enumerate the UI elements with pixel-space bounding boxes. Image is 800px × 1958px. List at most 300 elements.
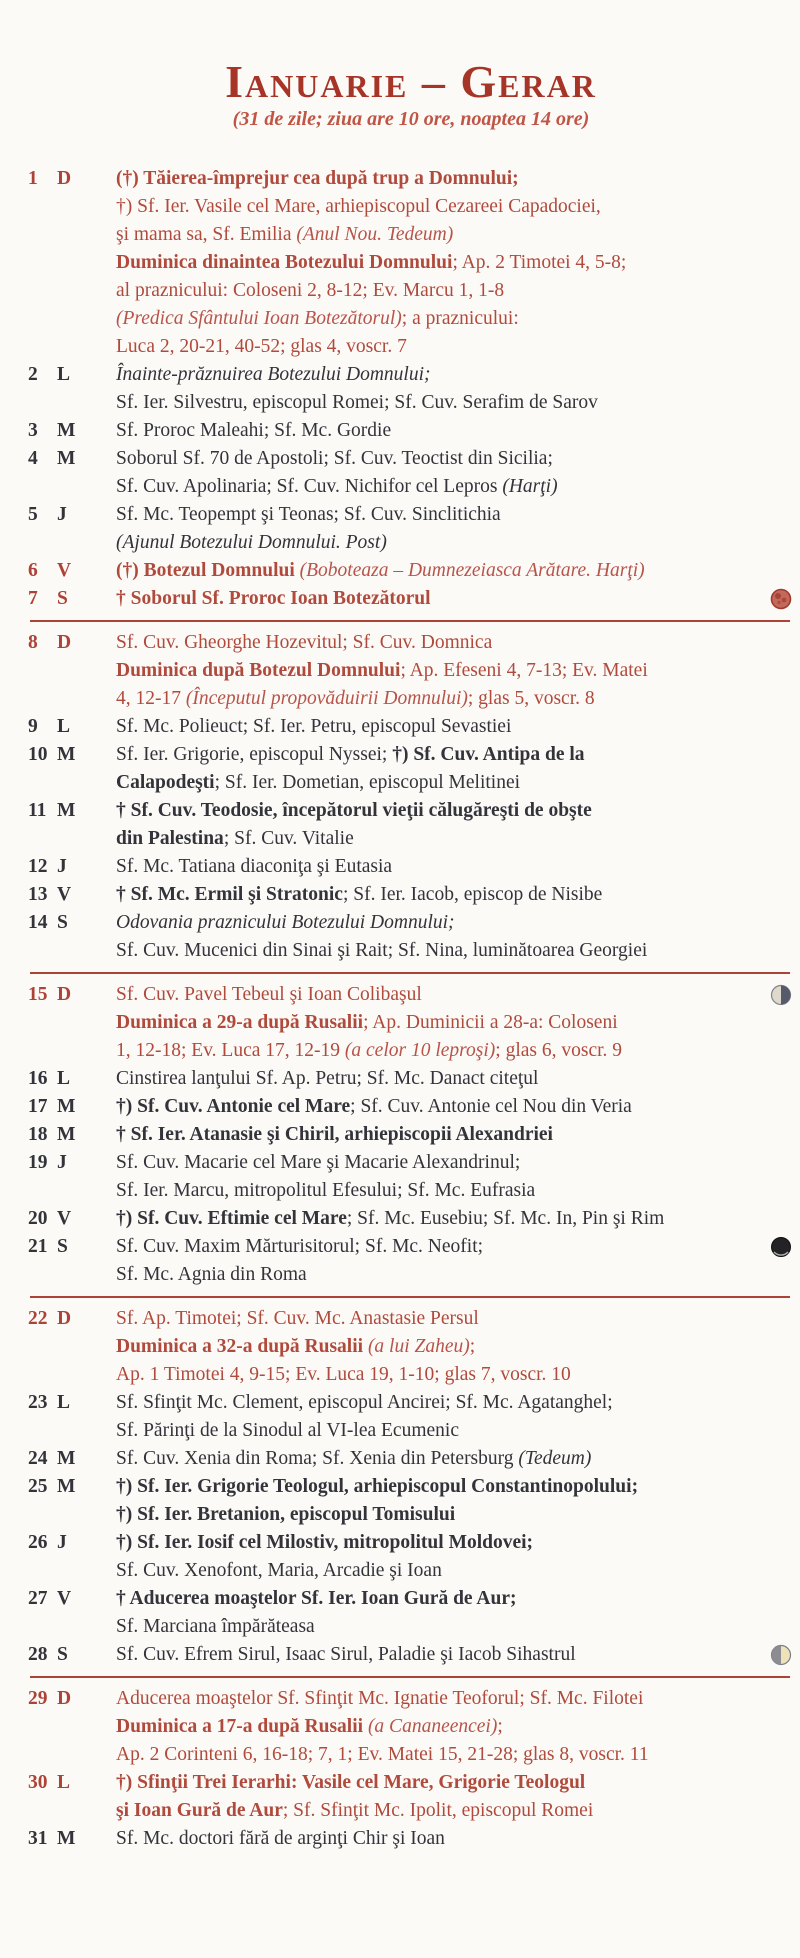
day-label [28, 165, 116, 193]
entry-text [116, 1205, 794, 1233]
entry-text [116, 557, 794, 585]
text-segment: Sf. Marciana împărăteasa [116, 1616, 315, 1638]
calendar-entry [28, 909, 794, 965]
entry-line [116, 557, 794, 585]
day-of-week-letter: J [57, 856, 67, 878]
day-label [28, 1473, 116, 1501]
day-of-week-letter: L [57, 716, 71, 738]
entry-text [116, 1305, 794, 1389]
day-label [28, 445, 116, 473]
entry-line [116, 1261, 794, 1289]
first-quarter-moon-icon [770, 1644, 792, 1666]
day-number: 14 [28, 912, 48, 934]
entry-line [116, 445, 794, 473]
day-of-week-letter: D [57, 1688, 72, 1710]
text-segment: Duminica a 32-a după Rusalii [116, 1336, 368, 1358]
text-segment: ; Sf. Cuv. Antonie cel Nou din Veria [350, 1096, 632, 1118]
entry-text [116, 1585, 794, 1641]
day-number: 28 [28, 1644, 48, 1666]
day-number: 11 [28, 800, 47, 822]
month-subtitle: (31 de zile; ziua are 10 ore, noaptea 14 ore) [232, 108, 590, 131]
entry-line [116, 1797, 794, 1825]
text-segment: Sf. Sfinţit Mc. Clement, episcopul Ancirei; Sf. Mc. Agatanghel; [116, 1392, 613, 1414]
text-segment: Duminica a 29-a după Rusalii [116, 1012, 364, 1034]
day-number: 12 [28, 856, 48, 878]
text-segment: Duminica dinaintea Botezului Domnului [116, 252, 453, 274]
entry-text [116, 1769, 794, 1825]
calendar-entry [28, 585, 794, 613]
text-segment: Sf. Cuv. Xenia din Roma; Sf. Xenia din Petersburg [116, 1448, 519, 1470]
day-of-week-letter: D [57, 168, 72, 190]
entry-line [116, 1333, 794, 1361]
calendar-entry [28, 1233, 794, 1289]
entry-line [116, 1009, 794, 1037]
text-segment: şi mama sa, Sf. Emilia [116, 224, 297, 246]
entry-text [116, 1529, 794, 1585]
day-label [28, 629, 116, 657]
day-number: 24 [28, 1448, 48, 1470]
day-of-week-letter: J [57, 1532, 67, 1554]
entry-line [116, 1529, 794, 1557]
day-label [28, 557, 116, 585]
day-of-week-letter: V [57, 1208, 72, 1230]
week-divider [30, 1676, 790, 1678]
calendar-entry [28, 1641, 794, 1669]
text-segment: (Harţi) [502, 476, 558, 498]
text-segment: Luca 2, 20-21, 40-52; glas 4, voscr. 7 [116, 336, 407, 358]
entry-line [116, 1389, 794, 1417]
entry-text [116, 1121, 794, 1149]
day-label [28, 1065, 116, 1093]
day-label [28, 1685, 116, 1713]
day-number: 25 [28, 1476, 48, 1498]
entry-line [116, 981, 794, 1009]
day-of-week-letter: V [57, 1588, 72, 1610]
text-segment: (Începutul propovăduirii Domnului) [185, 688, 468, 710]
text-segment: ; Ap. Duminicii a 28-a: Coloseni [363, 1012, 618, 1034]
text-segment: Sf. Cuv. Apolinaria; Sf. Cuv. Nichifor cel Lepros [116, 476, 503, 498]
text-segment: ; Ap. Efeseni 4, 7-13; Ev. Matei [400, 660, 648, 682]
day-label [28, 1529, 116, 1557]
day-label [28, 1585, 116, 1613]
new-moon-moon-icon [770, 1236, 792, 1258]
entry-text [116, 1065, 794, 1093]
text-segment: Sf. Cuv. Efrem Sirul, Isaac Sirul, Paladie şi Iacob Sihastrul [116, 1644, 576, 1666]
week-divider [30, 972, 790, 974]
text-segment: (a lui Zaheu) [367, 1336, 470, 1358]
text-segment: Cinstirea lanţului Sf. Ap. Petru; Sf. Mc. Danact citeţul [116, 1068, 539, 1090]
day-label [28, 585, 116, 613]
entry-line [116, 881, 794, 909]
text-segment: (Predica Sfântului Ioan Botezătorul) [116, 308, 402, 330]
text-segment: †) Sf. Cuv. Antipa de la [392, 744, 585, 766]
calendar-entry [28, 981, 794, 1065]
text-segment: Ap. 2 Corinteni 6, 16-18; 7, 1; Ev. Matei 15, 21-28; glas 8, voscr. 11 [116, 1744, 649, 1766]
text-segment: †) Sf. Ier. Bretanion, episcopul Tomisului [116, 1504, 456, 1526]
calendar-entry [28, 1065, 794, 1093]
entry-text [116, 797, 794, 853]
entry-text [116, 1233, 794, 1289]
entry-text [116, 1149, 794, 1205]
entry-text [116, 445, 794, 501]
day-number: 20 [28, 1208, 48, 1230]
text-segment: (Anul Nou. Tedeum) [296, 224, 454, 246]
day-label [28, 1389, 116, 1417]
entry-line [116, 1305, 794, 1333]
entry-line [116, 1121, 794, 1149]
day-label [28, 981, 116, 1009]
entry-line [116, 657, 794, 685]
entry-text [116, 1685, 794, 1769]
calendar-entry [28, 501, 794, 557]
calendar-entry [28, 1769, 794, 1825]
entry-line [116, 249, 794, 277]
entry-line [116, 797, 794, 825]
day-label [28, 741, 116, 769]
day-of-week-letter: V [57, 884, 72, 906]
day-number: 10 [28, 744, 48, 766]
entry-line [116, 193, 794, 221]
text-segment: Sf. Cuv. Macarie cel Mare şi Macarie Alexandrinul; [116, 1152, 521, 1174]
text-segment: (†) Botezul Domnului [116, 560, 300, 582]
day-of-week-letter: S [57, 912, 68, 934]
day-number: 7 [28, 588, 38, 610]
text-segment: † Aducerea moaştelor Sf. Ier. Ioan Gură de Aur; [116, 1588, 517, 1610]
day-label [28, 1149, 116, 1177]
entry-line [116, 1445, 794, 1473]
day-of-week-letter: S [57, 588, 68, 610]
text-segment: Sf. Mc. doctori fără de arginţi Chir şi Ioan [116, 1828, 445, 1850]
calendar-entry [28, 853, 794, 881]
day-number: 30 [28, 1772, 48, 1794]
entry-line [116, 1361, 794, 1389]
entry-line [116, 417, 794, 445]
text-segment: Duminica a 17-a după Rusalii [116, 1716, 368, 1738]
day-of-week-letter: S [57, 1236, 68, 1258]
calendar-entry [28, 1389, 794, 1445]
calendar-entry [28, 1473, 794, 1529]
text-segment: 1, 12-18; Ev. Luca 17, 12-19 [116, 1040, 345, 1062]
calendar-entry [28, 557, 794, 585]
day-of-week-letter: M [57, 1828, 76, 1850]
day-number: 22 [28, 1308, 48, 1330]
day-label [28, 361, 116, 389]
calendar-entry [28, 1685, 794, 1769]
text-segment: Sf. Mc. Agnia din Roma [116, 1264, 307, 1286]
day-number: 21 [28, 1236, 48, 1258]
text-segment: † Soborul Sf. Proroc Ioan Botezătorul [116, 588, 431, 610]
text-segment: ; Sf. Ier. Iacob, episcop de Nisibe [342, 884, 603, 906]
calendar-entry [28, 1585, 794, 1641]
entry-text [116, 1445, 794, 1473]
day-label [28, 1769, 116, 1797]
text-segment: ; glas 6, voscr. 9 [495, 1040, 623, 1062]
day-of-week-letter: D [57, 1308, 72, 1330]
day-of-week-letter: M [57, 1124, 76, 1146]
calendar-entry [28, 1305, 794, 1389]
entry-text [116, 629, 794, 713]
calendar-entry [28, 361, 794, 417]
entry-line [116, 1501, 794, 1529]
text-segment: (a celor 10 leproşi) [344, 1040, 496, 1062]
entry-line [116, 909, 794, 937]
text-segment: din Palestina [116, 828, 224, 850]
entry-line [116, 1557, 794, 1585]
day-number: 6 [28, 560, 38, 582]
day-of-week-letter: M [57, 800, 76, 822]
entry-line [116, 741, 794, 769]
entry-line [116, 1769, 794, 1797]
calendar-entry [28, 1121, 794, 1149]
entry-text [116, 417, 794, 445]
day-number: 1 [28, 168, 38, 190]
text-segment: (Boboteaza – Dumnezeiasca Arătare. Harţi) [299, 560, 645, 582]
text-segment: † Sf. Ier. Atanasie şi Chiril, arhiepiscopii Alexandriei [116, 1124, 553, 1146]
day-of-week-letter: L [57, 1068, 71, 1090]
day-label [28, 1233, 116, 1261]
entry-text [116, 165, 794, 361]
text-segment: ; [497, 1716, 503, 1738]
entry-text [116, 1473, 794, 1529]
day-of-week-letter: M [57, 420, 76, 442]
text-segment: Ap. 1 Timotei 4, 9-15; Ev. Luca 19, 1-10; glas 7, voscr. 10 [116, 1364, 571, 1386]
entry-line [116, 769, 794, 797]
text-segment: Sf. Cuv. Xenofont, Maria, Arcadie şi Ioan [116, 1560, 442, 1582]
entry-text [116, 909, 794, 965]
entry-line [116, 1065, 794, 1093]
day-number: 3 [28, 420, 38, 442]
entry-line [116, 165, 794, 193]
day-label [28, 909, 116, 937]
calendar-entry [28, 881, 794, 909]
text-segment: Duminica după Botezul Domnului [116, 660, 401, 682]
entry-text [116, 713, 794, 741]
full-moon-moon-icon [770, 588, 792, 610]
day-label [28, 1641, 116, 1669]
text-segment: † Sf. Mc. Ermil şi Stratonic [116, 884, 343, 906]
text-segment: ; Sf. Ier. Dometian, episcopul Melitinei [214, 772, 521, 794]
day-number: 18 [28, 1124, 48, 1146]
text-segment: †) Sf. Ier. Vasile cel Mare, arhiepiscopul Cezareei Capadociei, [116, 196, 601, 218]
entry-text [116, 881, 794, 909]
text-segment: (Tedeum) [518, 1448, 592, 1470]
day-label [28, 853, 116, 881]
entry-line [116, 333, 794, 361]
entry-text [116, 361, 794, 417]
day-of-week-letter: J [57, 504, 67, 526]
day-number: 16 [28, 1068, 48, 1090]
text-segment: ; Sf. Cuv. Vitalie [223, 828, 354, 850]
text-segment: †) Sf. Cuv. Antonie cel Mare [116, 1096, 351, 1118]
week-divider [30, 1296, 790, 1298]
entry-line [116, 277, 794, 305]
entry-line [116, 1417, 794, 1445]
entry-line [116, 389, 794, 417]
entry-line [116, 1613, 794, 1641]
last-quarter-moon-icon [770, 984, 792, 1006]
entry-line [116, 473, 794, 501]
text-segment: ; a praznicului: [401, 308, 519, 330]
text-segment: şi Ioan Gură de Aur [116, 1800, 283, 1822]
text-segment: Sf. Ier. Marcu, mitropolitul Efesului; Sf. Mc. Eufrasia [116, 1180, 536, 1202]
calendar-entry [28, 1445, 794, 1473]
calendar-entry [28, 741, 794, 797]
calendar-entry [28, 417, 794, 445]
entry-line [116, 1473, 794, 1501]
text-segment: Sf. Ier. Silvestru, episcopul Romei; Sf. Cuv. Serafim de Sarov [116, 392, 598, 414]
calendar-entry [28, 1825, 794, 1853]
entry-line [116, 685, 794, 713]
day-label [28, 1305, 116, 1333]
day-number: 23 [28, 1392, 48, 1414]
text-segment: (a Cananeencei) [367, 1716, 498, 1738]
day-of-week-letter: M [57, 1096, 76, 1118]
text-segment: Calapodeşti [116, 772, 215, 794]
entry-line [116, 1825, 794, 1853]
entry-line [116, 1741, 794, 1769]
day-label [28, 417, 116, 445]
entry-line [116, 221, 794, 249]
day-number: 9 [28, 716, 38, 738]
text-segment: Sf. Ap. Timotei; Sf. Cuv. Mc. Anastasie Persul [116, 1308, 479, 1330]
day-of-week-letter: M [57, 448, 76, 470]
text-segment: ; [469, 1336, 476, 1358]
day-number: 8 [28, 632, 38, 654]
entry-line [116, 1177, 794, 1205]
entry-text [116, 1093, 794, 1121]
entry-line [116, 713, 794, 741]
day-label [28, 713, 116, 741]
day-number: 29 [28, 1688, 48, 1710]
text-segment: Odovania praznicului Botezului Domnului; [116, 912, 455, 934]
day-number: 19 [28, 1152, 48, 1174]
day-number: 4 [28, 448, 38, 470]
calendar-entry [28, 1149, 794, 1205]
entry-line [116, 361, 794, 389]
calendar-entry [28, 629, 794, 713]
day-number: 31 [28, 1828, 48, 1850]
entry-line [116, 629, 794, 657]
day-label [28, 1093, 116, 1121]
entry-line [116, 1149, 794, 1177]
calendar-entry [28, 797, 794, 853]
text-segment: †) Sf. Ier. Grigorie Teologul, arhiepiscopul Constantinopolului; [116, 1476, 639, 1498]
day-of-week-letter: M [57, 744, 76, 766]
day-label [28, 797, 116, 825]
text-segment: † Sf. Cuv. Teodosie, începătorul vieţii călugăreşti de obşte [116, 800, 592, 822]
day-label [28, 1825, 116, 1853]
entry-line [116, 529, 794, 557]
entry-line [116, 305, 794, 333]
text-segment: Sf. Cuv. Gheorghe Hozevitul; Sf. Cuv. Domnica [116, 632, 493, 654]
text-segment: Sf. Părinţi de la Sinodul al VI-lea Ecumenic [116, 1420, 459, 1442]
day-of-week-letter: M [57, 1476, 76, 1498]
page-header [28, 58, 794, 131]
day-number: 5 [28, 504, 38, 526]
day-label [28, 501, 116, 529]
day-of-week-letter: D [57, 984, 72, 1006]
text-segment: Sf. Mc. Tatiana diaconiţa şi Eutasia [116, 856, 393, 878]
text-segment: †) Sfinţii Trei Ierarhi: Vasile cel Mare, Grigorie Teologul [116, 1772, 586, 1794]
text-segment: al praznicului: Coloseni 2, 8-12; Ev. Marcu 1, 1-8 [116, 280, 505, 302]
day-label [28, 1445, 116, 1473]
entry-text [116, 1641, 794, 1669]
day-of-week-letter: J [57, 1152, 67, 1174]
entry-text [116, 741, 794, 797]
entry-text [116, 1389, 794, 1445]
entry-line [116, 1641, 794, 1669]
day-of-week-letter: S [57, 1644, 68, 1666]
text-segment: (Ajunul Botezului Domnului. Post) [116, 532, 387, 554]
day-number: 15 [28, 984, 48, 1006]
text-segment: Sf. Proroc Maleahi; Sf. Mc. Gordie [116, 420, 392, 442]
entry-text [116, 981, 794, 1065]
day-label [28, 881, 116, 909]
calendar-entry [28, 1205, 794, 1233]
entry-line [116, 853, 794, 881]
week-divider [30, 620, 790, 622]
entry-line [116, 1093, 794, 1121]
entry-line [116, 1205, 794, 1233]
entry-text [116, 1825, 794, 1853]
entry-text [116, 853, 794, 881]
text-segment: Sf. Mc. Polieuct; Sf. Ier. Petru, episcopul Sevastiei [116, 716, 512, 738]
month-title: Ianuarie – Gerar [225, 56, 597, 107]
text-segment: (†) Tăierea-împrejur cea după trup a Domnului; [116, 168, 519, 190]
entry-line [116, 501, 794, 529]
calendar-entry [28, 445, 794, 501]
calendar-entry [28, 713, 794, 741]
calendar-entries [28, 165, 794, 1853]
day-number: 13 [28, 884, 48, 906]
text-segment: Sf. Ier. Grigorie, episcopul Nyssei; [116, 744, 393, 766]
text-segment: Aducerea moaştelor Sf. Sfinţit Mc. Ignatie Teoforul; Sf. Mc. Filotei [116, 1688, 644, 1710]
day-label [28, 1205, 116, 1233]
text-segment: ; glas 5, voscr. 8 [467, 688, 595, 710]
text-segment: Înainte-prăznuirea Botezului Domnului; [116, 364, 431, 386]
entry-text [116, 501, 794, 557]
entry-line [116, 1585, 794, 1613]
day-number: 27 [28, 1588, 48, 1610]
day-of-week-letter: D [57, 632, 72, 654]
day-number: 17 [28, 1096, 48, 1118]
entry-line [116, 1233, 794, 1261]
text-segment: ; Ap. 2 Timotei 4, 5-8; [452, 252, 627, 274]
text-segment: Sf. Cuv. Mucenici din Sinai şi Rait; Sf. Nina, luminătoarea Georgiei [116, 940, 648, 962]
entry-line [116, 1685, 794, 1713]
day-label [28, 1121, 116, 1149]
calendar-entry [28, 165, 794, 361]
text-segment: Sf. Cuv. Maxim Mărturisitorul; Sf. Mc. Neofit; [116, 1236, 484, 1258]
text-segment: 4, 12-17 [116, 688, 186, 710]
day-number: 26 [28, 1532, 48, 1554]
text-segment: Sf. Cuv. Pavel Tebeul şi Ioan Colibaşul [116, 984, 422, 1006]
day-of-week-letter: V [57, 560, 72, 582]
entry-text [116, 585, 794, 613]
entry-line [116, 825, 794, 853]
day-of-week-letter: L [57, 364, 71, 386]
calendar-entry [28, 1529, 794, 1585]
day-of-week-letter: M [57, 1448, 76, 1470]
day-of-week-letter: L [57, 1392, 71, 1414]
text-segment: Sf. Mc. Teopempt şi Teonas; Sf. Cuv. Sinclitichia [116, 504, 501, 526]
text-segment: Soborul Sf. 70 de Apostoli; Sf. Cuv. Teoctist din Sicilia; [116, 448, 553, 470]
entry-line [116, 1713, 794, 1741]
entry-line [116, 1037, 794, 1065]
text-segment: ; Sf. Mc. Eusebiu; Sf. Mc. In, Pin şi Rim [346, 1208, 665, 1230]
text-segment: †) Sf. Cuv. Eftimie cel Mare [116, 1208, 347, 1230]
entry-line [116, 585, 794, 613]
